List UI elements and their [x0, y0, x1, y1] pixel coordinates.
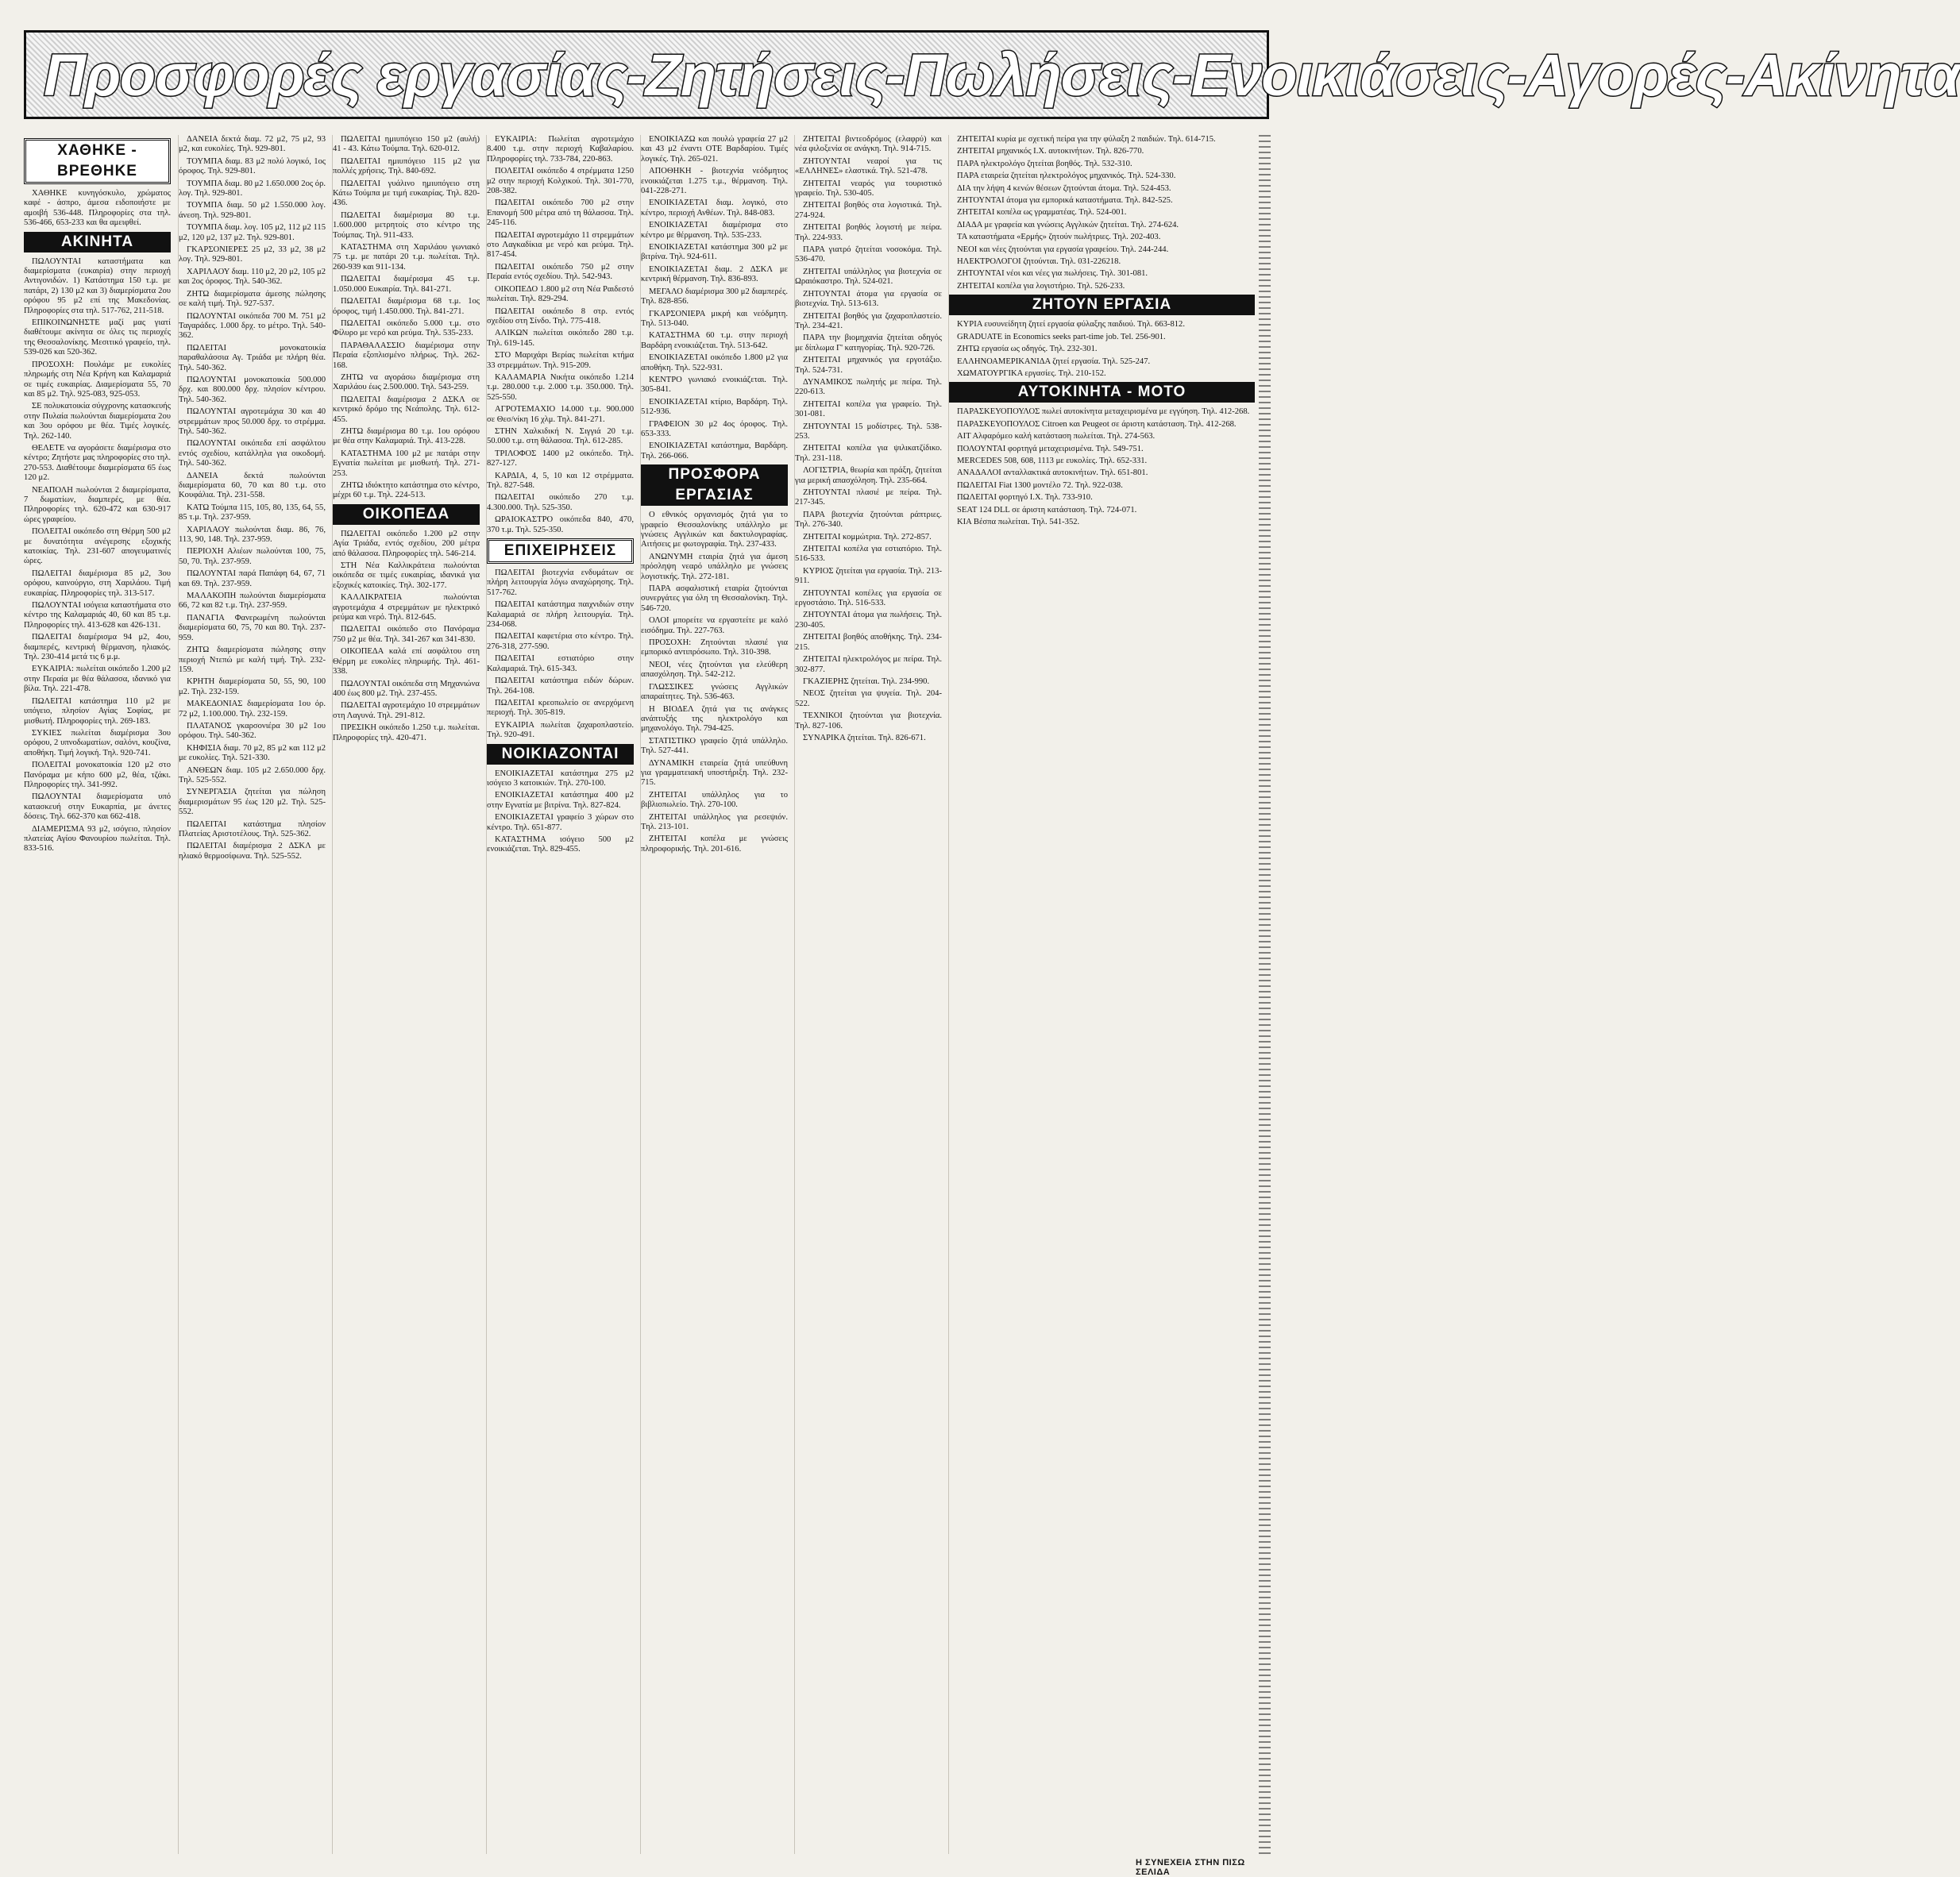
- classified-ad: ΑΛΙΚΩΝ πωλείται οικόπεδο 280 τ.μ. Τηλ. 619-145.: [487, 329, 634, 348]
- classified-ad: ΠΟΛΕΙΤΑΙ οικόπεδο στη Θέρμη 500 μ2 με δυνατότητα ανέγερσης εξοχικής κατοικίας. Τηλ. 231-607 απογευματινές ώρες.: [24, 527, 171, 566]
- classified-ad: ΕΝΟΙΚΙΑΖΕΤΑΙ οικόπεδο 1.800 μ2 για αποθήκη. Τηλ. 522-931.: [641, 353, 788, 372]
- classified-ad: ΠΩΛΕΙΤΑΙ οικόπεδο 8 στρ. εντός σχεδίου στη Σίνδο. Τηλ. 775-418.: [487, 306, 634, 326]
- classified-ad: ΖΗΤΩ διαμέρισμα 80 τ.μ. 1ου ορόφου με θέα στην Καλαμαριά. Τηλ. 413-228.: [333, 426, 480, 446]
- classified-ad: ΚΑΤΑΣΤΗΜΑ στη Χαριλάου γωνιακό 75 τ.μ. με πατάρι 20 τ.μ. πωλείται. Τηλ. 260-939 και 911-134.: [333, 243, 480, 272]
- classified-ad: ΧΑΘΗΚΕ κυνηγόσκυλο, χρώματος καφέ - άσπρο, άμεσα ειδοποιήστε με αμοιβή 536-448. Πληροφορίες στα τηλ. 536-466, 653-233 και θα αμειφθεί.: [24, 189, 171, 228]
- classified-ad: ΠΑΡΑ ασφαλιστική εταιρία ζητούνται συνεργάτες για όλη τη Θεσσαλονίκη. Τηλ. 546-720.: [641, 584, 788, 613]
- classified-ad: ΚΡΗΤΗ διαμερίσματα 50, 55, 90, 100 μ2. Τηλ. 232-159.: [179, 677, 326, 696]
- classified-ad: ΤΟΥΜΠΑ διαμ. λογ. 105 μ2, 112 μ2 115 μ2, 120 μ2, 137 μ2. Τηλ. 929-801.: [179, 223, 326, 242]
- classified-ad: ΕΥΚΑΙΡΙΑ: Πωλείται αγροτεμάχιο 8.400 τ.μ. στην περιοχή Καβαλαρίου. Πληροφορίες τηλ. 733-784, 220-863.: [487, 135, 634, 164]
- classified-ad: ΖΗΤΕΙΤΑΙ μηχανικός Ι.Χ. αυτοκινήτων. Τηλ. 826-770.: [957, 147, 1144, 156]
- classified-column: [486, 135, 634, 1854]
- classified-ad: ΕΝΟΙΚΙΑΖΕΤΑΙ διαμ. 2 ΔΣΚΛ με κεντρική θέρμανση. Τηλ. 836-893.: [641, 264, 788, 284]
- classified-ad: ΟΙΚΟΠΕΔΑ καλά επί ασφάλτου στη Θέρμη με ευκολίες πληρωμής. Τηλ. 461-338.: [333, 647, 480, 676]
- classified-ad: ΤΡΙΛΟΦΟΣ 1400 μ2 οικόπεδο. Τηλ. 827-127.: [487, 449, 634, 468]
- classified-ad: ΧΩΜΑΤΟΥΡΓΙΚΑ εργασίες. Τηλ. 210-152.: [957, 368, 1106, 378]
- classified-ad: ΕΝΟΙΚΙΑΖΕΤΑΙ διαμ. λογικό, στο κέντρο, περιοχή Ανθέων. Τηλ. 848-083.: [641, 198, 788, 218]
- classified-ad: ΚΥΡΙΟΣ ζητείται για εργασία. Τηλ. 213-911.: [795, 566, 942, 586]
- classified-ad: ΠΩΛΕΙΤΑΙ οικόπεδο 1.200 μ2 στην Αγία Τριάδα, εντός σχεδίου, 200 μέτρα από θάλασσα. Πληροφορίες τηλ. 546-214.: [333, 529, 480, 558]
- classified-ad: ΠΩΛΕΙΤΑΙ διαμέρισμα 94 μ2, 4ου, διαμπερές, κεντρική θέρμανση, ηλιακός. Τηλ. 230-414 μετά τις 6 μ.μ.: [24, 633, 171, 662]
- classified-ad: ΠΡΕΣΙΚΗ οικόπεδο 1.250 τ.μ. πωλείται. Πληροφορίες τηλ. 420-471.: [333, 723, 480, 742]
- classified-ad: ΝΕΟΙ, νέες ζητούνται για ελεύθερη απασχόληση. Τηλ. 542-212.: [641, 660, 788, 680]
- classified-ad: ΣΤΗ Νέα Καλλικράτεια πωλούνται οικόπεδα σε τιμές ευκαιρίας, ιδανικά για εξοχικές κατοικίες. Τηλ. 302-177.: [333, 561, 480, 590]
- classified-ad: ΠΩΛΕΙΤΑΙ γυάλινο ημιυπόγειο στη Κάτω Τούμπα με τιμή ευκαιρίας. Τηλ. 820-436.: [333, 179, 480, 208]
- classified-ad: ΖΗΤΕΙΤΑΙ κυρία με σχετική πείρα για την φύλαξη 2 παιδιών. Τηλ. 614-715.: [957, 135, 1216, 144]
- classified-ad: ΗΛΕΚΤΡΟΛΟΓΟΙ ζητούνται. Τηλ. 031-226218.: [957, 257, 1121, 267]
- classified-ad: ΖΗΤΕΙΤΑΙ νεαρός για τουριστικό γραφείο. Τηλ. 530-405.: [795, 179, 942, 198]
- classified-ad: ΓΚΑΡΣΟΝΙΕΡΑ μικρή και νεόδμητη. Τηλ. 513-040.: [641, 309, 788, 328]
- classified-column: [640, 135, 788, 1854]
- classified-ad: ΖΗΤΕΙΤΑΙ μηχανικός για εργοτάξιο. Τηλ. 524-731.: [795, 356, 942, 375]
- classified-ad: ΑΝΘΕΩΝ διαμ. 105 μ2 2.650.000 δρχ. Τηλ. 525-552.: [179, 765, 326, 784]
- classified-ad: ΕΥΚΑΙΡΙΑ: πωλείται οικόπεδο 1.200 μ2 στην Περαία με θέα θάλασσα, ιδανικό για βίλα. Τηλ. 221-478.: [24, 665, 171, 694]
- classified-ad: ΠΑΡΑ ηλεκτρολόγο ζητείται βοηθός. Τηλ. 532-310.: [957, 159, 1132, 168]
- classified-ad: ΖΗΤΟΥΝΤΑΙ άτομα για εργασία σε βιοτεχνία. Τηλ. 513-613.: [795, 289, 942, 309]
- classified-ad: ΠΩΛΕΙΤΑΙ οικόπεδο 5.000 τ.μ. στο Φίλυρο με νερό και ρεύμα. Τηλ. 535-233.: [333, 318, 480, 338]
- section-header: ΕΠΙΧΕΙΡΗΣΕΙΣ: [487, 538, 634, 564]
- classified-ad: SEAT 124 DLL σε άριστη κατάσταση. Τηλ. 724-071.: [957, 505, 1137, 515]
- classified-ad: ΠΩΛΟΥΝΤΑΙ αγροτεμάχια 30 και 40 στρεμμάτων προς 50.000 δρχ. το στρέμμα. Τηλ. 540-362.: [179, 407, 326, 436]
- classified-ad: ΓΚΑΖΙΕΡΗΣ ζητείται. Τηλ. 234-990.: [803, 676, 930, 686]
- classified-ad: ΖΗΤΟΥΝΤΑΙ κοπέλες για εργασία σε εργοστάσιο. Τηλ. 516-533.: [795, 588, 942, 608]
- classified-ad: ΣΥΝΕΡΓΑΣΙΑ ζητείται για πώληση διαμερισμάτων 95 έως 120 μ2. Τηλ. 525-552.: [179, 788, 326, 817]
- classified-ad: ΠΟΛΟΥΝΤΑΙ φορτηγά μεταχειρισμένα. Τηλ. 549-751.: [957, 444, 1144, 453]
- classified-ad: ΖΗΤΟΥΝΤΑΙ άτομα για εμπορικά καταστήματα. Τηλ. 842-525.: [957, 196, 1173, 206]
- classified-ad: ΠΛΑΤΑΝΟΣ γκαρσονιέρα 30 μ2 1ου ορόφου. Τηλ. 540-362.: [179, 721, 326, 741]
- section-header: ΑΚΙΝΗΤΑ: [24, 232, 171, 252]
- classified-ad: ΖΗΤΕΙΤΑΙ υπάλληλος για το βιβλιοπωλείο. Τηλ. 270-100.: [641, 790, 788, 810]
- classified-ad: ΟΛΟΙ μπορείτε να εργαστείτε με καλό εισόδημα. Τηλ. 227-763.: [641, 616, 788, 635]
- classified-ad: ΚΑΛΑΜΑΡΙΑ Νικήτα οικόπεδο 1.214 τ.μ. 280.000 τ.μ. 2.000 τ.μ. 350.000. Τηλ. 525-550.: [487, 372, 634, 402]
- classified-ad: ΜΑΚΕΔΟΝΙΑΣ διαμερίσματα 1ου όρ. 72 μ2, 1.100.000. Τηλ. 232-159.: [179, 700, 326, 719]
- classified-ad: ΠΑΡΑ την βιομηχανία ζητείται οδηγός με δίπλωμα Γ' κατηγορίας. Τηλ. 920-726.: [795, 333, 942, 353]
- classified-column: [332, 135, 480, 1854]
- classified-ad: ΔΑΝΕΙΑ δεκτά πωλούνται διαμερίσματα 60, 70 και 80 τ.μ. στο Κουφάλια. Τηλ. 231-558.: [179, 471, 326, 500]
- classified-ad: ΤΑ καταστήματα «Ερμής» ζητούν πωλήτριες. Τηλ. 202-403.: [957, 233, 1161, 242]
- classified-ad: ΚΑΤΑΣΤΗΜΑ 60 τ.μ. στην περιοχή Βαρδάρη ενοικιάζεται. Τηλ. 513-642.: [641, 331, 788, 350]
- classified-ad: ΕΥΚΑΙΡΙΑ πωλείται ζαχαροπλαστείο. Τηλ. 920-491.: [487, 720, 634, 740]
- classified-ad: ΜΑΛΑΚΟΠΗ πωλούνται διαμερίσματα 66, 72 και 82 τ.μ. Τηλ. 237-959.: [179, 592, 326, 611]
- classified-ad: ΚΑΤΑΣΤΗΜΑ 100 μ2 με πατάρι στην Εγνατία πωλείται με μισθωτή. Τηλ. 271-253.: [333, 449, 480, 478]
- classified-ad: ΑΙΤ Αλφαρόμεο καλή κατάσταση πωλείται. Τηλ. 274-563.: [957, 432, 1156, 441]
- classified-ad: ΚΑΤΑΣΤΗΜΑ ισόγειο 500 μ2 ενοικιάζεται. Τηλ. 829-455.: [487, 834, 634, 854]
- classified-ad: ΠΩΛΕΙΤΑΙ κατάστημα πλησίον Πλατείας Αριστοτέλους. Τηλ. 525-362.: [179, 819, 326, 838]
- classified-ad: ΖΗΤΕΙΤΑΙ βοηθός για ζαχαροπλαστείο. Τηλ. 234-421.: [795, 311, 942, 330]
- classified-ad: ΖΗΤΟΥΝΤΑΙ 15 μοδίστρες. Τηλ. 538-253.: [795, 422, 942, 441]
- classified-ad: ΠΑΡΑΘΑΛΑΣΣΙΟ διαμέρισμα στην Περαία εξοπλισμένο πλήρως. Τηλ. 262-168.: [333, 341, 480, 370]
- classified-ad: ΠΑΝΑΓΙΑ Φανερωμένη πωλούνται διαμερίσματα 60, 75, 70 και 80. Τηλ. 237-959.: [179, 613, 326, 642]
- adjacent-page-edge: [1259, 135, 1271, 1854]
- section-banner: [24, 30, 1960, 119]
- classified-ad: ΠΩΛΕΙΤΑΙ οικόπεδο 270 τ.μ. 4.300.000. Τηλ. 525-350.: [487, 493, 634, 512]
- classified-ad: ΖΗΤΕΙΤΑΙ βιντεοδρόμος (ελαφρύ) και νέα φιλοξενία σε ανάγκη. Τηλ. 914-715.: [795, 135, 942, 154]
- classified-ad: ΧΑΡΙΛΑΟΥ διαμ. 110 μ2, 20 μ2, 105 μ2 και 2ος όροφος. Τηλ. 540-362.: [179, 267, 326, 287]
- classified-ad: ΠΩΛΕΙΤΑΙ οικόπεδο 750 μ2 στην Περαία εντός σχεδίου. Τηλ. 542-943.: [487, 262, 634, 282]
- classified-ad: ΕΝΟΙΚΙΑΖΕΤΑΙ γραφείο 3 χώρων στο κέντρο. Τηλ. 651-877.: [487, 813, 634, 832]
- classified-ad: ΖΗΤΕΙΤΑΙ κοπέλα για γραφείο. Τηλ. 301-081.: [795, 399, 942, 419]
- classified-ad: ΠΩΛΕΙΤΑΙ ημιυπόγειο 150 μ2 (αυλή) 41 - 43. Κάτω Τούμπα. Τηλ. 620-012.: [333, 135, 480, 154]
- classified-ad: ΔΙΑΜΕΡΙΣΜΑ 93 μ2, ισόγειο, πλησίον πλατείας Αγίου Φανουρίου πωλείται. Τηλ. 833-516.: [24, 824, 171, 854]
- classified-ad: ΖΗΤΕΙΤΑΙ ηλεκτρολόγος με πείρα. Τηλ. 302-877.: [795, 655, 942, 674]
- classified-ad: ΠΩΛΕΙΤΑΙ εστιατόριο στην Καλαμαριά. Τηλ. 615-343.: [487, 654, 634, 673]
- classified-ad: ΠΩΛΕΙΤΑΙ κατάστημα 110 μ2 με υπόγειο, πλησίον Αγίας Σοφίας, με μισθωτή. Πληροφορίες τηλ. 269-183.: [24, 696, 171, 726]
- classified-ad: ΚΥΡΙΑ ευσυνείδητη ζητεί εργασία φύλαξης παιδιού. Τηλ. 663-812.: [957, 320, 1185, 330]
- classified-ad: GRADUATE in Economics seeks part-time job. Tel. 256-901.: [957, 332, 1166, 341]
- classified-ad: ΚΑΡΔΙΑ, 4, 5, 10 και 12 στρέμματα. Τηλ. 827-548.: [487, 471, 634, 490]
- classified-ad: ΔΑΝΕΙΑ δεκτά διαμ. 72 μ2, 75 μ2, 93 μ2, και ευκολίες. Τηλ. 929-801.: [179, 135, 326, 154]
- classified-ad: ΠΩΛΟΥΝΤΑΙ οικόπεδα στη Μηχανιώνα 400 έως 800 μ2. Τηλ. 237-455.: [333, 679, 480, 698]
- section-header: ΧΑΘΗΚΕ - ΒΡΕΘΗΚΕ: [24, 138, 171, 184]
- classified-ad: ΕΝΟΙΚΙΑΖΕΤΑΙ διαμέρισμα στο κέντρο με θέρμανση. Τηλ. 535-233.: [641, 221, 788, 240]
- classified-ad: MERCEDES 508, 608, 1113 με ευκολίες. Τηλ. 652-331.: [957, 456, 1148, 465]
- classified-column: [24, 135, 171, 1854]
- classified-ad: ΣΕ πολυκατοικία σύγχρονης κατασκευής στην Πυλαία πωλούνται διαμερίσματα 2ου και 3ου ορόφου με θέα. Τιμές λογικές. Τηλ. 262-140.: [24, 402, 171, 441]
- classified-ad: Ο εθνικός οργανισμός ζητά για το γραφείο Θεσσαλονίκης υπάλληλο με γνώσεις Αγγλικών και δακτυλογραφίας. Αιτήσεις με φωτογραφία. Τηλ. 237-433.: [641, 511, 788, 549]
- classified-ad: ΝΕΟΣ ζητείται για ψυγεία. Τηλ. 204-522.: [795, 689, 942, 708]
- classified-ad: ΜΕΓΑΛΟ διαμέρισμα 300 μ2 διαμπερές. Τηλ. 828-856.: [641, 287, 788, 306]
- classified-ad: ΠΟΛΕΙΤΑΙ οικόπεδο 4 στρέμματα 1250 μ2 στην περιοχή Κολχικού. Τηλ. 301-770, 208-382.: [487, 167, 634, 196]
- classified-ad: ΛΟΓΙΣΤΡΙΑ, θεωρία και πράξη, ζητείται για μερική απασχόληση. Τηλ. 235-664.: [795, 466, 942, 485]
- classified-ad: ΠΩΛΕΙΤΑΙ διαμέρισμα 85 μ2, 3ου ορόφου, καινούργιο, στη Χαριλάου. Τιμή ευκαιρίας. Πληροφορίες τηλ. 313-517.: [24, 568, 171, 598]
- section-header: ΠΡΟΣΦΟΡΑ ΕΡΓΑΣΙΑΣ: [641, 464, 788, 506]
- classified-ad: ΠΑΡΑ γιατρό ζητείται νοσοκόμα. Τηλ. 536-470.: [795, 245, 942, 264]
- classified-ad: ΤΟΥΜΠΑ διαμ. 83 μ2 πολύ λογικό, 1ος όροφος. Τηλ. 929-801.: [179, 156, 326, 176]
- classified-ad: ΠΩΛΕΙΤΑΙ ημιυπόγειο 115 μ2 για πολλές χρήσεις. Τηλ. 840-692.: [333, 156, 480, 176]
- classified-ad: ΠΩΛΕΙΤΑΙ οικόπεδο 700 μ2 στην Επανομή 500 μέτρα από τη θάλασσα. Τηλ. 245-116.: [487, 198, 634, 228]
- classified-ad: ΓΛΩΣΣΙΚΕΣ γνώσεις Αγγλικών απαραίτητες. Τηλ. 536-463.: [641, 682, 788, 702]
- classified-ad: ΖΗΤΕΙΤΑΙ κοπέλα για ψιλικατζίδικο. Τηλ. 231-118.: [795, 444, 942, 463]
- classified-ad: ΖΗΤΟΥΝΤΑΙ άτομα για πωλήσεις. Τηλ. 230-405.: [795, 611, 942, 630]
- classified-ad: ΠΩΛΕΙΤΑΙ αγροτεμάχιο 11 στρεμμάτων στο Λαγκαδίκια με νερό και ρεύμα. Τηλ. 817-454.: [487, 230, 634, 260]
- classified-ad: ΠΩΛΟΥΝΤΑΙ παρά Παπάφη 64, 67, 71 και 69. Τηλ. 237-959.: [179, 569, 326, 588]
- classified-ad: ΠΡΟΣΟΧΗ: Πουλάμε με ευκολίες πληρωμής στη Νέα Κρήνη και Καλαμαριά σε τιμές ευκαιρίας. Διαμερίσματα 55, 70 και 85 μ2. Τηλ. 925-083, 925-053.: [24, 360, 171, 399]
- classified-column: [178, 135, 326, 1854]
- classified-ad: ΠΩΛΟΥΝΤΑΙ μονοκατοικία 500.000 δρχ. και 800.000 δρχ. πλησίον κέντρου. Τηλ. 540-362.: [179, 375, 326, 404]
- classified-ad: ΠΩΛΕΙΤΑΙ διαμέρισμα 2 ΔΣΚΛ με ηλιακό θερμοσίφωνα. Τηλ. 525-552.: [179, 842, 326, 861]
- classified-ad: ΠΩΛΕΙΤΑΙ κατάστημα παιχνιδιών στην Καλαμαριά σε πλήρη λειτουργία. Τηλ. 234-068.: [487, 600, 634, 630]
- classified-ad: ΠΑΡΑ εταιρεία ζητείται ηλεκτρολόγος μηχανικός. Τηλ. 524-330.: [957, 172, 1176, 181]
- classified-ad: ΠΩΛΕΙΤΑΙ καφετέρια στο κέντρο. Τηλ. 276-318, 277-590.: [487, 632, 634, 651]
- classified-ad: ΠΩΛΟΥΝΤΑΙ διαμερίσματα υπό κατασκευή στην Ευκαρπία, με άνετες δόσεις. Τηλ. 662-370 και 662-418.: [24, 792, 171, 822]
- classified-ad: ΣΤΗΝ Χαλκιδική Ν. Σιγγιά 20 τ.μ. 50.000 τ.μ. στη θάλασσα. Τηλ. 612-285.: [487, 426, 634, 446]
- classified-ad: ΖΗΤΩ εργασία ως οδηγός. Τηλ. 232-301.: [957, 345, 1098, 354]
- classified-ad: ΧΑΡΙΛΑΟΥ πωλούνται διαμ. 86, 76, 113, 90, 148. Τηλ. 237-959.: [179, 525, 326, 545]
- classified-ad: ΑΝΩΝΥΜΗ εταιρία ζητά για άμεση πρόσληψη νεαρό υπάλληλο με γνώσεις λογιστικής. Τηλ. 272-181.: [641, 552, 788, 581]
- classified-ad: ΖΗΤΕΙΤΑΙ βοηθός αποθήκης. Τηλ. 234-215.: [795, 633, 942, 652]
- classified-ad: ΝΕΟΙ και νέες ζητούνται για εργασία γραφείου. Τηλ. 244-244.: [957, 245, 1169, 254]
- classified-ad: ΖΗΤΩ ιδιόκτητο κατάστημα στο κέντρο, μέχρι 60 τ.μ. Τηλ. 224-513.: [333, 481, 480, 500]
- classified-ad: ΕΝΟΙΚΙΑΖΕΤΑΙ κατάστημα 400 μ2 στην Εγνατία με βιτρίνα. Τηλ. 827-824.: [487, 791, 634, 810]
- classified-ad: ΠΩΛΕΙΤΑΙ μονοκατοικία παραθαλάσσια Αγ. Τριάδα με πλήρη θέα. Τηλ. 540-362.: [179, 343, 326, 372]
- classified-ad: ΖΗΤΩ διαμερίσματα πώλησης στην περιοχή Ντεπώ με καλή τιμή. Τηλ. 232-159.: [179, 646, 326, 674]
- classified-ad: ΣΤΟ Μαριχάρι Βερίας πωλείται κτήμα 33 στρεμμάτων. Τηλ. 915-209.: [487, 351, 634, 370]
- classified-ad: ΚΙΑ Βέσπα πωλείται. Τηλ. 541-352.: [957, 517, 1080, 526]
- classified-ad: ΠΩΛΟΥΝΤΑΙ οικόπεδα 700 Μ. 751 μ2 Ταγαράδες. 1.000 δρχ. το μέτρο. Τηλ. 540-362.: [179, 311, 326, 341]
- classified-ad: ΠΩΛΕΙΤΑΙ βιοτεχνία ενδυμάτων σε πλήρη λειτουργία λόγω αναχώρησης. Τηλ. 517-762.: [487, 568, 634, 597]
- classified-ad: ΠΕΡΙΟΧΗ Αλιέων πωλούνται 100, 75, 50, 70. Τηλ. 237-959.: [179, 547, 326, 566]
- classified-ad: ΖΗΤΟΥΝΤΑΙ νέοι και νέες για πωλήσεις. Τηλ. 301-081.: [957, 269, 1148, 279]
- classified-ad: ΠΩΛΕΙΤΑΙ Fiat 1300 μοντέλο 72. Τηλ. 922-038.: [957, 480, 1123, 490]
- classified-ad: ΘΕΛΕΤΕ να αγοράσετε διαμέρισμα στο κέντρο; Ζητήστε μας πληροφορίες στο τηλ. 270-553. Διαθέτουμε διαμερίσματα 65 έως 120 μ2.: [24, 443, 171, 483]
- classified-ad: ΖΗΤΕΙΤΑΙ υπάλληλος για ρεσεψιόν. Τηλ. 213-101.: [641, 812, 788, 831]
- classified-ad: ΕΛΛΗΝΟΑΜΕΡΙΚΑΝΙΔΑ ζητεί εργασία. Τηλ. 525-247.: [957, 357, 1151, 366]
- classified-ad: ΚΑΛΛΙΚΡΑΤΕΙΑ πωλούνται αγροτεμάχια 4 στρεμμάτων με ηλεκτρικό ρεύμα και νερό. Τηλ. 812-645.: [333, 593, 480, 622]
- classified-ad: ΩΡΑΙΟΚΑΣΤΡΟ οικόπεδα 840, 470, 370 τ.μ. Τηλ. 525-350.: [487, 515, 634, 534]
- classified-ad: ΠΑΡΑΣΚΕΥΟΠΟΥΛΟΣ Citroen και Peugeot σε άριστη κατάσταση. Τηλ. 412-268.: [957, 419, 1237, 429]
- classified-ad: ΚΑΤΩ Τούμπα 115, 105, 80, 135, 64, 55, 85 τ.μ. Τηλ. 237-959.: [179, 503, 326, 522]
- banner-title: Προσφορές εργασίας-Ζητήσεις-Πωλήσεις-Ενοικιάσεις-Αγορές-Ακίνητα: [44, 41, 1960, 108]
- classified-ad: Η ΒΙΟΔΕΛ ζητά για τις ανάγκες ανάπτυξής της ηλεκτρολόγο και μηχανολόγο. Τηλ. 794-425.: [641, 704, 788, 734]
- classified-ad: ΖΗΤΕΙΤΑΙ βοηθός λογιστή με πείρα. Τηλ. 224-933.: [795, 223, 942, 242]
- classified-ad: ΕΝΟΙΚΙΑΖΕΤΑΙ κτίριο, Βαρδάρη. Τηλ. 512-936.: [641, 397, 788, 417]
- classified-ad: ΖΗΤΩ να αγοράσω διαμέρισμα στη Χαριλάου έως 2.500.000. Τηλ. 543-259.: [333, 372, 480, 392]
- classified-ad: ΔΥΝΑΜΙΚΗ εταιρεία ζητά υπεύθυνη για γραμματειακή υποστήριξη. Τηλ. 232-715.: [641, 758, 788, 788]
- classified-ad: ΖΗΤΩ διαμερίσματα άμεσης πώλησης σε καλή τιμή. Τηλ. 927-537.: [179, 289, 326, 309]
- classified-ad: ΤΟΥΜΠΑ διαμ. 50 μ2 1.550.000 λογ. άνεση. Τηλ. 929-801.: [179, 201, 326, 220]
- classified-column: [948, 135, 1255, 1854]
- classified-ad: ΖΗΤΕΙΤΑΙ κομμώτρια. Τηλ. 272-857.: [803, 532, 932, 542]
- classified-ad: ΠΩΛΕΙΤΑΙ διαμέρισμα 80 τ.μ. 1.600.000 μετρητοίς στο κέντρο της Τούμπας. Τηλ. 911-433.: [333, 210, 480, 240]
- classified-ad: ΔΙΑΔΑ με γραφεία και γνώσεις Αγγλικών ζητείται. Τηλ. 274-624.: [957, 220, 1179, 229]
- classified-ad: ΖΗΤΕΙΤΑΙ βοηθός στα λογιστικά. Τηλ. 274-924.: [795, 201, 942, 220]
- classified-ad: ΠΩΛΕΙΤΑΙ διαμέρισμα 2 ΔΣΚΛ σε κεντρικό δρόμο της Νεάπολης. Τηλ. 612-455.: [333, 395, 480, 424]
- section-header: ΝΟΙΚΙΑΖΟΝΤΑΙ: [487, 744, 634, 765]
- classified-ad: ΣΤΑΤΙΣΤΙΚΟ γραφείο ζητά υπάλληλο. Τηλ. 527-441.: [641, 736, 788, 756]
- section-header: ΖΗΤΟΥΝ ΕΡΓΑΣΙΑ: [949, 295, 1255, 315]
- classified-ad: ΠΩΛΕΙΤΑΙ αγροτεμάχιο 10 στρεμμάτων στη Λαγυνά. Τηλ. 291-812.: [333, 701, 480, 720]
- classified-ad: ΕΠΙΚΟΙΝΩΝΗΣΤΕ μαζί μας γιατί διαθέτουμε ακίνητα σε όλες τις περιοχές της Θεσσαλονίκης. Μεσιτικό γραφείο, τηλ. 539-026 και 520-362.: [24, 318, 171, 357]
- classified-ad: ΠΟΛΕΙΤΑΙ μονοκατοικία 120 μ2 στο Πανόραμα με κήπο 600 μ2, θέα, τζάκι. Πληροφορίες τηλ. 341-992.: [24, 761, 171, 789]
- classified-ad: ΖΗΤΕΙΤΑΙ κοπέλα με γνώσεις πληροφορικής. Τηλ. 201-616.: [641, 834, 788, 854]
- classified-ad: ΕΝΟΙΚΙΑΖΕΤΑΙ κατάστημα 275 μ2 ισόγειο 3 κατοικιών. Τηλ. 270-100.: [487, 769, 634, 788]
- classified-ad: ΠΩΛΕΙΤΑΙ διαμέρισμα 45 τ.μ. 1.050.000 Ευκαιρία. Τηλ. 841-271.: [333, 275, 480, 294]
- continuation-note: Η ΣΥΝΕΧΕΙΑ ΣΤΗΝ ΠΙΣΩ ΣΕΛΙΔΑ: [1136, 1858, 1245, 1877]
- classified-ad: ΤΟΥΜΠΑ διαμ. 80 μ2 1.650.000 2ος όρ. λογ. Τηλ. 929-801.: [179, 179, 326, 198]
- classified-ad: ΖΗΤΟΥΝΤΑΙ νεαροί για τις «ΕΛΛΗΝΕΣ» ελαστικά. Τηλ. 521-478.: [795, 156, 942, 176]
- section-header: ΑΥΤΟΚΙΝΗΤΑ - ΜΟΤΟ: [949, 382, 1255, 403]
- classified-ad: ΠΩΛΕΙΤΑΙ οικόπεδο στο Πανόραμα 750 μ2 με θέα. Τηλ. 341-267 και 341-830.: [333, 625, 480, 644]
- classified-ad: ΤΕΧΝΙΚΟΙ ζητούνται για βιοτεχνία. Τηλ. 827-106.: [795, 711, 942, 730]
- classified-ad: ΔΥΝΑΜΙΚΟΣ πωλητής με πείρα. Τηλ. 220-613.: [795, 377, 942, 397]
- classified-ad: ΠΑΡΑ βιοτεχνία ζητούνται ράπτριες. Τηλ. 276-340.: [795, 510, 942, 530]
- classified-ad: ΖΗΤΕΙΤΑΙ κοπέλα ως γραμματέας. Τηλ. 524-001.: [957, 208, 1127, 218]
- classified-ad: ΠΡΟΣΟΧΗ: Ζητούνται πλασιέ για εμπορικό αντιπρόσωπο. Τηλ. 310-398.: [641, 638, 788, 657]
- classified-ad: ΠΑΡΑΣΚΕΥΟΠΟΥΛΟΣ πωλεί αυτοκίνητα μεταχειρισμένα με εγγύηση. Τηλ. 412-268.: [957, 407, 1250, 417]
- classified-ad: ΔΙΑ την λήψη 4 κενών θέσεων ζητούνται άτομα. Τηλ. 524-453.: [957, 183, 1171, 193]
- classified-ad: ΚΕΝΤΡΟ γωνιακό ενοικιάζεται. Τηλ. 305-841.: [641, 375, 788, 395]
- classified-ad: ΟΙΚΟΠΕΔΟ 1.800 μ2 στη Νέα Ραιδεστό πωλείται. Τηλ. 829-294.: [487, 284, 634, 304]
- classified-ad: ΖΗΤΕΙΤΑΙ κοπέλα για εστιατόριο. Τηλ. 516-533.: [795, 545, 942, 564]
- classified-ad: ΑΝΑΔΑΛΟΙ ανταλλακτικά αυτοκινήτων. Τηλ. 651-801.: [957, 468, 1148, 478]
- classified-ad: ΖΗΤΕΙΤΑΙ υπάλληλος για βιοτεχνία σε Ωραιόκαστρο. Τηλ. 524-021.: [795, 267, 942, 287]
- classified-ad: ΑΠΟΘΗΚΗ - βιοτεχνία νεόδμητος ενοικιάζεται 1.275 τ.μ., θέρμανση. Τηλ. 041-228-271.: [641, 167, 788, 196]
- classified-ad: ΕΝΟΙΚΙΑΖΕΤΑΙ κατάστημα, Βαρδάρη. Τηλ. 266-066.: [641, 441, 788, 461]
- classified-ad: ΓΚΑΡΣΟΝΙΕΡΕΣ 25 μ2, 33 μ2, 38 μ2 λογ. Τηλ. 929-801.: [179, 245, 326, 264]
- classified-ad: ΠΩΛΟΥΝΤΑΙ ισόγεια καταστήματα στο κέντρο της Καλαμαριάς 40, 60 και 85 τ.μ. Πληροφορίες τηλ. 413-628 και 426-131.: [24, 601, 171, 630]
- classified-column: [794, 135, 942, 1854]
- classified-ad: ΠΩΛΕΙΤΑΙ κρεοπωλείο σε ανερχόμενη περιοχή. Τηλ. 305-819.: [487, 698, 634, 718]
- classified-ad: ΖΗΤΕΙΤΑΙ κοπέλα για λογιστήριο. Τηλ. 526-233.: [957, 281, 1125, 291]
- classified-ad: ΕΝΟΙΚΙΑΖΩ και πουλώ γραφεία 27 μ2 και 43 μ2 έναντι ΟΤΕ Βαρδαρίου. Τιμές λογικές. Τηλ. 265-021.: [641, 135, 788, 164]
- classified-ad: ΠΩΛΟΥΝΤΑΙ οικόπεδα επί ασφάλτου εντός σχεδίου, κατάλληλα για οικοδομή. Τηλ. 540-362.: [179, 439, 326, 468]
- classified-ad: ΣΥΚΙΕΣ πωλείται διαμέρισμα 3ου ορόφου, 2 υπνοδωματίων, σαλόνι, κουζίνα, αποθήκη. Τιμή λογική. Τηλ. 920-741.: [24, 728, 171, 757]
- classified-ad: ΕΝΟΙΚΙΑΖΕΤΑΙ κατάστημα 300 μ2 με βιτρίνα. Τηλ. 924-611.: [641, 243, 788, 262]
- classified-ad: ΖΗΤΟΥΝΤΑΙ πλασιέ με πείρα. Τηλ. 217-345.: [795, 488, 942, 507]
- classified-ad: ΣΥΝΑΡΙΚΑ ζητείται. Τηλ. 826-671.: [803, 733, 926, 742]
- classified-ad: ΚΗΦΙΣΙΑ διαμ. 70 μ2, 85 μ2 και 112 μ2 με ευκολίες. Τηλ. 521-330.: [179, 743, 326, 763]
- classified-ad: ΑΓΡΟΤΕΜΑΧΙΟ 14.000 τ.μ. 900.000 σε Θεσ/νίκη 16 χλμ. Τηλ. 841-271.: [487, 405, 634, 424]
- classified-ad: ΝΕΑΠΟΛΗ πωλούνται 2 διαμερίσματα, 7 δωματίων, διαμπερές, με θέα. Πληροφορίες τηλ. 620-472 και 630-917 ώρες γραφείου.: [24, 485, 171, 524]
- classified-ad: ΠΩΛΕΙΤΑΙ φορτηγό Ι.Χ. Τηλ. 733-910.: [957, 493, 1093, 503]
- section-header: ΟΙΚΟΠΕΔΑ: [333, 504, 480, 525]
- classified-ad: ΠΩΛΟΥΝΤΑΙ καταστήματα και διαμερίσματα (ευκαιρία) στην περιοχή Αντιγονιδών. 1) Κατάστημα 150 τ.μ. με πατάρι, 2) 130 μ2 και 3) διαμερίσματα 2ου ορόφου 95 μ2 επί της Μακεδονίας. Πληροφορίες στα τηλ. 517-762, 211-518.: [24, 256, 171, 315]
- classified-ad: ΠΩΛΕΙΤΑΙ διαμέρισμα 68 τ.μ. 1ος όροφος, τιμή 1.450.000. Τηλ. 841-271.: [333, 297, 480, 316]
- classified-ad: ΓΡΑΦΕΙΟΝ 30 μ2 4ος όροφος. Τηλ. 653-333.: [641, 419, 788, 438]
- classified-ad: ΠΩΛΕΙΤΑΙ κατάστημα ειδών δώρων. Τηλ. 264-108.: [487, 676, 634, 696]
